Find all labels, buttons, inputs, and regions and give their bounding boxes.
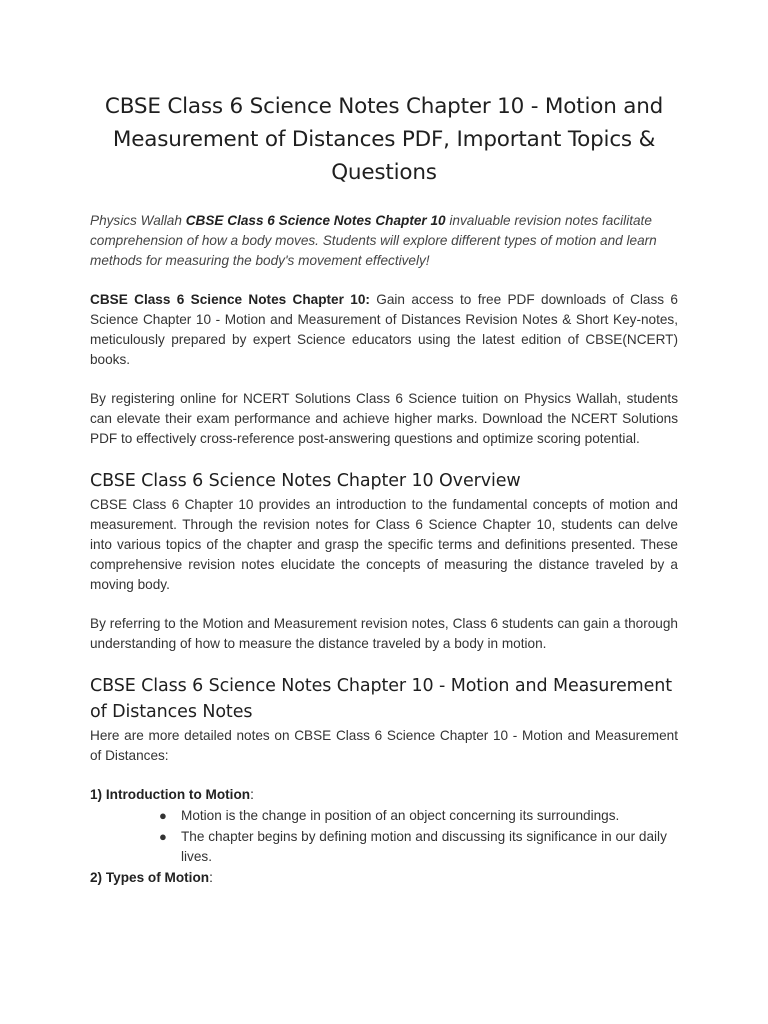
document-page <box>90 90 678 888</box>
introduction-bullet-list <box>90 806 678 867</box>
paragraph-registration: By registering online for NCERT Solutions Class 6 Science tuition on Physics Wallah, students can elevate their exam performance and achieve higher marks. Download the NCERT Solutions PDF to effectively cross-reference post-answering questions and optimize scoring potential. <box>90 391 678 446</box>
list-item <box>159 806 678 826</box>
paragraph-pdf-access-text: Gain access to free PDF downloads of Class 6 Science Chapter 10 - Motion and Measurement of Distances Revision Notes & Short Key-notes, meticulously prepared by expert Science educators using the latest edition of CBSE(NCERT) books. <box>90 292 678 367</box>
overview-paragraph-1: CBSE Class 6 Chapter 10 provides an introduction to the fundamental concepts of motion and measurement. Through the revision notes for Class 6 Science Chapter 10, students can delve into various topics of the chapter and grasp the specific terms and definitions presented. These comprehensive revision notes elucidate the concepts of measuring the distance traveled by a moving body. <box>90 497 678 592</box>
notes-intro-paragraph: Here are more detailed notes on CBSE Class 6 Science Chapter 10 - Motion and Measurement of Distances: <box>90 728 678 763</box>
overview-paragraph-2: By referring to the Motion and Measurement revision notes, Class 6 students can gain a thorough understanding of how to measure the distance traveled by a body in motion. <box>90 616 678 651</box>
subheading-introduction-to-motion <box>90 785 678 805</box>
paragraph-pdf-access-bold: CBSE Class 6 Science Notes Chapter 10: <box>90 292 370 307</box>
list-item <box>159 827 678 867</box>
page-title: CBSE Class 6 Science Notes Chapter 10 - Motion and Measurement of Distances PDF, Important Topics & Questions <box>104 94 664 185</box>
list-item-text: The chapter begins by defining motion and discussing its significance in our daily lives. <box>181 829 667 864</box>
subheading-introduction-to-motion-label: 1) Introduction to Motion <box>90 787 251 802</box>
intro-rest: invaluable revision notes facilitate comprehension of how a body moves. Students will explore different types of motion and learn methods for measuring the body's movement effectively! <box>90 213 657 268</box>
subheading-types-of-motion-label: 2) Types of Motion <box>90 870 210 885</box>
section-heading-overview: CBSE Class 6 Science Notes Chapter 10 Overview <box>90 471 521 491</box>
intro-bold: CBSE Class 6 Science Notes Chapter 10 <box>185 213 446 228</box>
subheading-colon: : <box>209 870 213 885</box>
section-heading-notes: CBSE Class 6 Science Notes Chapter 10 - Motion and Measurement of Distances Notes <box>90 676 673 722</box>
bullet-icon: ● <box>159 829 167 844</box>
bullet-icon: ● <box>159 808 167 823</box>
intro-lead: Physics Wallah <box>90 213 186 228</box>
list-item-text: Motion is the change in position of an object concerning its surroundings. <box>181 808 620 823</box>
intro-paragraph <box>90 211 678 271</box>
subheading-types-of-motion <box>90 868 678 888</box>
paragraph-pdf-access <box>90 290 678 370</box>
subheading-colon: : <box>250 787 254 802</box>
